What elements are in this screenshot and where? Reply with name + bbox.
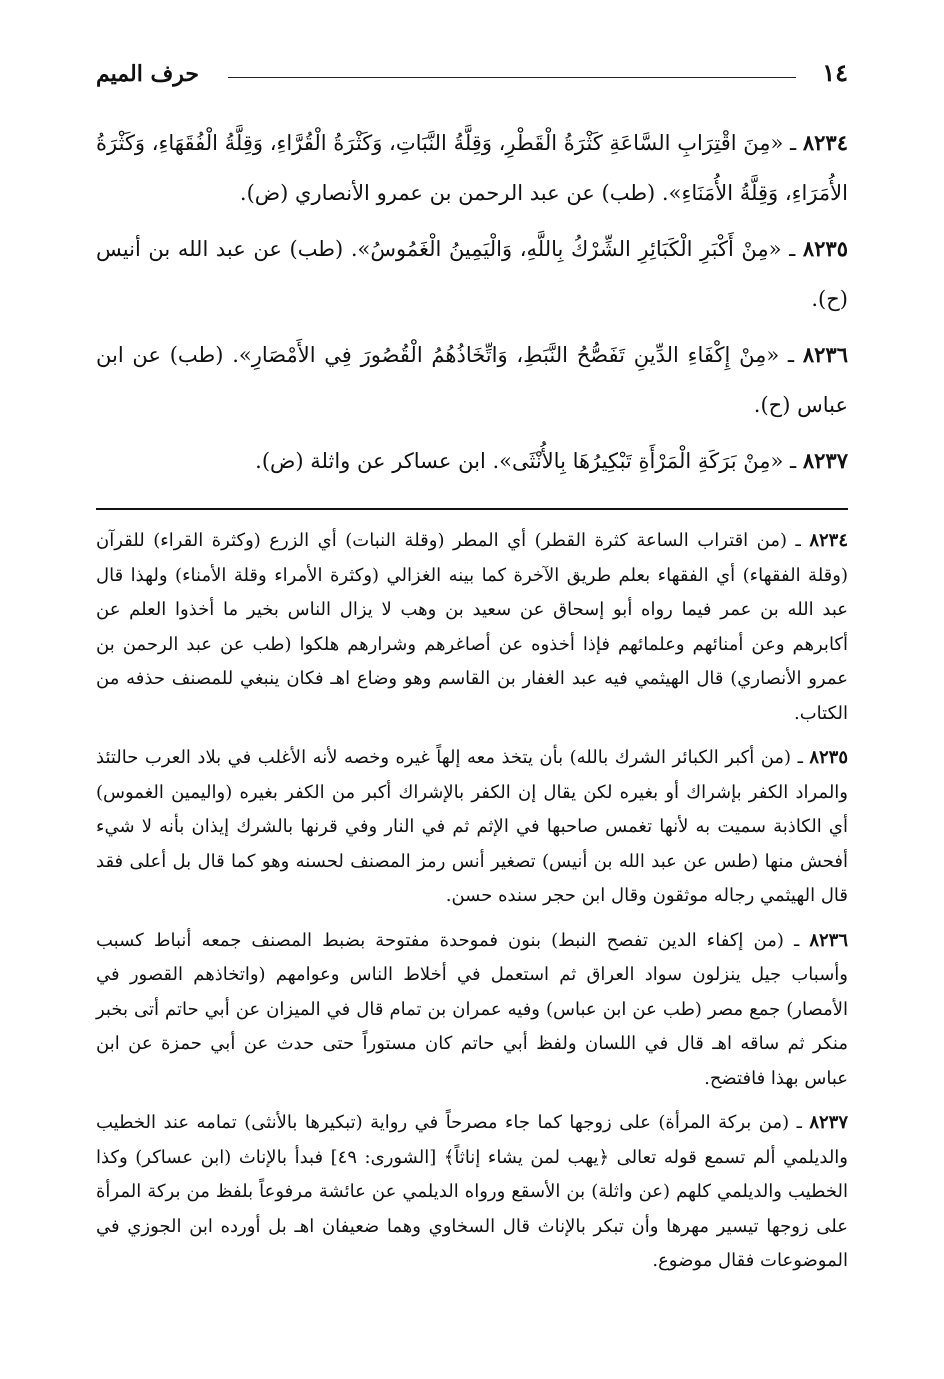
commentary-entry: ٨٢٣٥ ـ (من أكبر الكبائر الشرك بالله) بأن يتخذ معه إلهاً غيره وخصه لأنه الأغلب في بلاد العرب حالتئذ والمراد الكفر بإشراك أو بغيره لكن يقال إن الكفر بالإشراك أكبر من الكفر بغيره (واليمين الغموس) أي الكاذبة سميت به لأنها تغمس صاحبها في الإثم ثم في النار وفي قرنها بالشرك إيذان بأنه لا شيء أفحش منها (طس عن عبد الله بن أنيس) تصغير أنس رمز المصنف لحسنه وهو كما قال بل أعلى فقد قال الهيثمي رجاله موثقون وقال ابن حجر سنده حسن. [96, 747, 848, 906]
commentary-text: (من إكفاء الدين تفصح النبط) بنون فموحدة مفتوحة بضبط المصنف جمعه أنباط كسبب وأسباب جيل ينزلون سواد العراق ثم استعمل في أخلاط الناس وعوامهم (واتخاذهم القصور في الأمصار) جمع مصر (طب عن ابن عباس) وفيه عمران بن تمام قال في الميزان عن أبي حاتم أتى بخبر منكر ثم ساقه اهـ قال في اللسان ولفظ أبي حاتم كان مستوراً حتى حدث عن أبي حمزة عن ابن عباس بهذا فافتضح. [96, 929, 848, 1089]
hadith-number: ٨٢٣٤ [802, 130, 848, 155]
book-page [96, 50, 848, 1340]
hadith-text: «مِنْ بَرَكَةِ الْمَرْأَةِ تَبْكِيرُهَا بِالأُنْثَى». [492, 449, 784, 473]
hadith-text: «مِنَ اقْتِرَابِ السَّاعَةِ كَثْرَةُ الْقَطْرِ، وَقِلَّةُ النَّبَاتِ، وَكَثْرَةُ الْقُرَّاءِ، وَقِلَّةُ الْفُقَهَاءِ، وَكَثْرَةُ الأُمَرَاءِ، وَقِلَّةُ الأُمَنَاءِ». [96, 131, 848, 205]
hadith-text: «مِنْ إِكْفَاءِ الدِّينِ تَفَصُّحُ النَّبَطِ، وَاتِّخَاذُهُمُ الْقُصُورَ فِي الأَمْصَارِ». [232, 343, 780, 367]
hadith-entry: ٨٢٣٧ ـ «مِنْ بَرَكَةِ الْمَرْأَةِ تَبْكِيرُهَا بِالأُنْثَى». ابن عساكر عن واثلة (ض). [255, 448, 848, 473]
hadith-source: (طب) عن عبد الرحمن بن عمرو الأنصاري (ض). [239, 181, 656, 205]
hadith-source: (طب) عن عبد الله بن أنيس (ح). [96, 237, 848, 311]
header-rule [228, 77, 796, 78]
commentary-number: ٨٢٣٦ [809, 929, 848, 951]
hadith-text: «مِنْ أَكْبَرِ الْكَبَائِرِ الشِّرْكُ بِاللَّهِ، وَالْيَمِينُ الْغَمُوسُ». [350, 237, 782, 261]
hadith-list [96, 118, 848, 486]
page-header [96, 50, 848, 94]
commentary-entry: ٨٢٣٤ ـ (من اقتراب الساعة كثرة القطر) أي المطر (وقلة النبات) أي الزرع (وكثرة القراء) للقرآن (وقلة الفقهاء) أي الفقهاء بعلم طريق الآخرة كما بينه الغزالي (وكثرة الأمراء وقلة الأمناء) ولهذا قال عبد الله بن عمر فيما رواه أبو إسحاق عن سعيد بن وهب لا يزال الناس بخير ما أخذوا العلم عن أكابرهم وعن أمنائهم وعلمائهم فإذا أخذوه عن أصاغرهم وشرارهم هلكوا (طب عن عبد الرحمن بن عمرو الأنصاري) قال الهيثمي فيه عبد الغفار بن القاسم وهو وضاع اهـ فكان ينبغي للمصنف حذفه من الكتاب. [96, 530, 848, 724]
hadith-number: ٨٢٣٥ [802, 236, 848, 261]
commentary-text: (من اقتراب الساعة كثرة القطر) أي المطر (وقلة النبات) أي الزرع (وكثرة القراء) للقرآن (وقلة الفقهاء) أي الفقهاء بعلم طريق الآخرة كما بينه الغزالي (وكثرة الأمراء وقلة الأمناء) ولهذا قال عبد الله بن عمر فيما رواه أبو إسحاق عن سعيد بن وهب لا يزال الناس بخير ما أخذوا العلم عن أكابرهم وعن أمنائهم وعلمائهم فإذا أخذوه عن أصاغرهم وشرارهم هلكوا (طب عن عبد الرحمن بن عمرو الأنصاري) قال الهيثمي فيه عبد الغفار بن القاسم وهو وضاع اهـ فكان ينبغي للمصنف حذفه من الكتاب. [96, 530, 848, 724]
hadith-entry: ٨٢٣٤ ـ «مِنَ اقْتِرَابِ السَّاعَةِ كَثْرَةُ الْقَطْرِ، وَقِلَّةُ النَّبَاتِ، وَكَثْرَةُ الْقُرَّاءِ، وَقِلَّةُ الْفُقَهَاءِ، وَكَثْرَةُ الأُمَرَاءِ، وَقِلَّةُ الأُمَنَاءِ». (طب) عن عبد الرحمن بن عمرو الأنصاري (ض). [96, 130, 848, 205]
hadith-entry: ٨٢٣٥ ـ «مِنْ أَكْبَرِ الْكَبَائِرِ الشِّرْكُ بِاللَّهِ، وَالْيَمِينُ الْغَمُوسُ». (طب) عن عبد الله بن أنيس (ح). [96, 236, 848, 311]
commentary-entry: ٨٢٣٧ ـ (من بركة المرأة) على زوجها كما جاء مصرحاً في رواية (تبكيرها بالأنثى) تمامه عند الخطيب والديلمي ألم تسمع قوله تعالى ﴿يهب لمن يشاء إناثاً﴾ [الشورى: ٤٩] فبدأ بالإناث (ابن عساكر) وكذا الخطيب والديلمي كلهم (عن واثلة) بن الأسقع ورواه الديلمي عن عائشة مرفوعاً بلفظ من بركة المرأة على زوجها تيسير مهرها وأن تبكر بالإناث قال السخاوي وهما ضعيفان اهـ بل أورده ابن الجوزي في الموضوعات فقال موضوع. [96, 1112, 848, 1271]
commentary-number: ٨٢٣٧ [809, 1112, 848, 1133]
hadith-entry: ٨٢٣٦ ـ «مِنْ إِكْفَاءِ الدِّينِ تَفَصُّحُ النَّبَطِ، وَاتِّخَاذُهُمُ الْقُصُورَ فِي الأَمْصَارِ». (طب) عن ابن عباس (ح). [96, 342, 848, 417]
hadith-source: ابن عساكر عن واثلة (ض). [255, 449, 486, 473]
hadith-number: ٨٢٣٧ [802, 448, 848, 473]
commentary-entry: ٨٢٣٦ ـ (من إكفاء الدين تفصح النبط) بنون فموحدة مفتوحة بضبط المصنف جمعه أنباط كسبب وأسباب جيل ينزلون سواد العراق ثم استعمل في أخلاط الناس وعوامهم (واتخاذهم القصور في الأمصار) جمع مصر (طب عن ابن عباس) وفيه عمران بن تمام قال في الميزان عن أبي حاتم أتى بخبر منكر ثم ساقه اهـ قال في اللسان ولفظ أبي حاتم كان مستوراً حتى حدث عن أبي حمزة عن ابن عباس بهذا فافتضح. [96, 929, 848, 1089]
section-divider [96, 508, 848, 510]
page-number: ١٤ [822, 58, 848, 87]
hadith-source: (طب) عن ابن عباس (ح). [96, 343, 848, 417]
hadith-number: ٨٢٣٦ [802, 342, 848, 367]
commentary-text: (من بركة المرأة) على زوجها كما جاء مصرحاً في رواية (تبكيرها بالأنثى) تمامه عند الخطيب والديلمي ألم تسمع قوله تعالى ﴿يهب لمن يشاء إناثاً﴾ [الشورى: ٤٩] فبدأ بالإناث (ابن عساكر) وكذا الخطيب والديلمي كلهم (عن واثلة) بن الأسقع ورواه الديلمي عن عائشة مرفوعاً بلفظ من بركة المرأة على زوجها تيسير مهرها وأن تبكر بالإناث قال السخاوي وهما ضعيفان اهـ بل أورده ابن الجوزي في الموضوعات فقال موضوع. [96, 1112, 848, 1271]
commentary-number: ٨٢٣٥ [809, 747, 848, 768]
commentary-section [96, 524, 848, 1279]
running-title: حرف الميم [96, 61, 200, 87]
commentary-text: (من أكبر الكبائر الشرك بالله) بأن يتخذ معه إلهاً غيره وخصه لأنه الأغلب في بلاد العرب حالتئذ والمراد الكفر بإشراك أو بغيره لكن يقال إن الكفر بالإشراك أكبر من الكفر بغيره (واليمين الغموس) أي الكاذبة سميت به لأنها تغمس صاحبها في الإثم ثم في النار وفي قرنها بالشرك إيذان بأنه لا شيء أفحش منها (طس عن عبد الله بن أنيس) تصغير أنس رمز المصنف لحسنه وهو كما قال بل أعلى فقد قال الهيثمي رجاله موثقون وقال ابن حجر سنده حسن. [96, 747, 848, 906]
commentary-number: ٨٢٣٤ [809, 530, 848, 551]
